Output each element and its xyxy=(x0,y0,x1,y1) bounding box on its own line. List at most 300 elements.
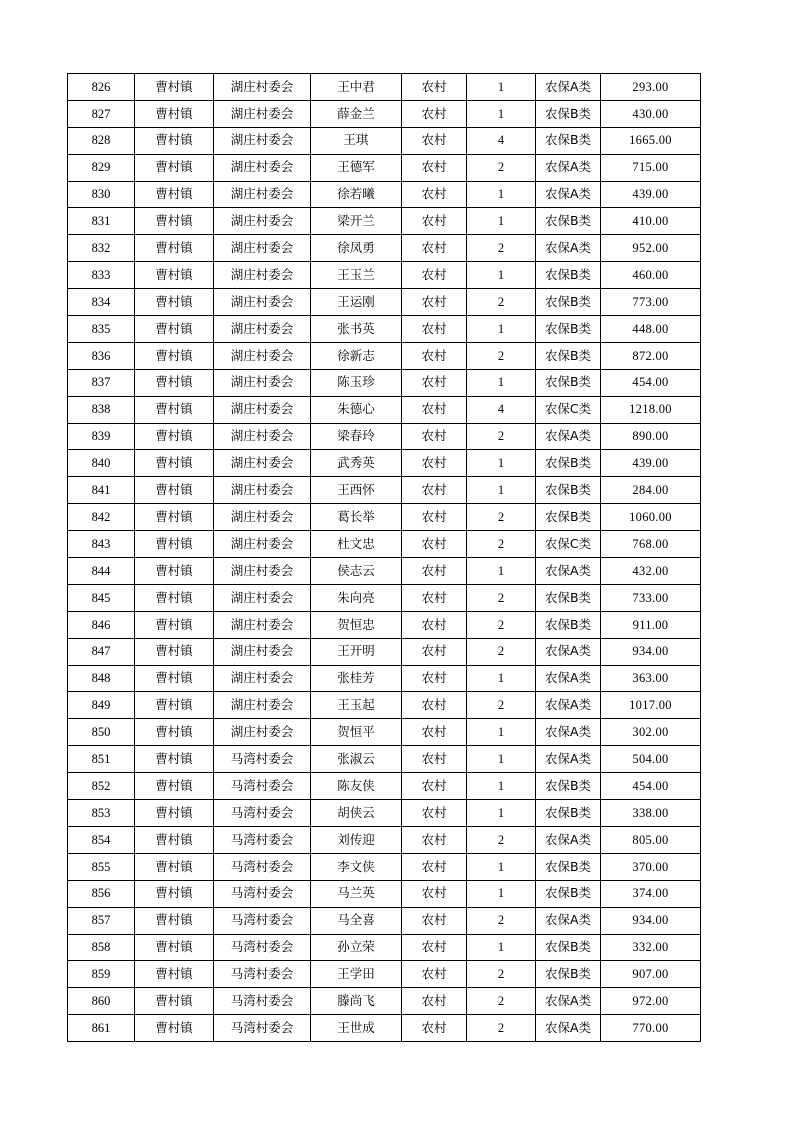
cell-village-committee: 湖庄村委会 xyxy=(214,396,311,423)
cell-area-type: 农村 xyxy=(402,477,467,504)
cell-serial-number: 834 xyxy=(68,289,135,316)
cell-person-name: 陈友侠 xyxy=(311,773,402,800)
cell-village-committee: 湖庄村委会 xyxy=(214,127,311,154)
cell-serial-number: 846 xyxy=(68,611,135,638)
cell-insurance-category: 农保B类 xyxy=(536,773,601,800)
cell-person-name: 张书英 xyxy=(311,316,402,343)
table-row xyxy=(68,988,701,1015)
cell-town: 曹村镇 xyxy=(135,988,214,1015)
table-row xyxy=(68,800,701,827)
cell-person-name: 李文侠 xyxy=(311,853,402,880)
cell-person-name: 徐若曦 xyxy=(311,181,402,208)
table-row xyxy=(68,423,701,450)
table-row xyxy=(68,154,701,181)
table-row xyxy=(68,961,701,988)
cell-household-count: 1 xyxy=(467,369,536,396)
cell-serial-number: 827 xyxy=(68,100,135,127)
cell-area-type: 农村 xyxy=(402,74,467,101)
cell-person-name: 贺恒忠 xyxy=(311,611,402,638)
cell-household-count: 2 xyxy=(467,907,536,934)
cell-amount: 773.00 xyxy=(601,289,701,316)
cell-area-type: 农村 xyxy=(402,235,467,262)
cell-amount: 293.00 xyxy=(601,74,701,101)
cell-amount: 439.00 xyxy=(601,181,701,208)
cell-area-type: 农村 xyxy=(402,504,467,531)
table-row xyxy=(68,262,701,289)
cell-insurance-category: 农保A类 xyxy=(536,181,601,208)
cell-village-committee: 湖庄村委会 xyxy=(214,289,311,316)
cell-insurance-category: 农保A类 xyxy=(536,1015,601,1042)
cell-area-type: 农村 xyxy=(402,961,467,988)
table-row xyxy=(68,504,701,531)
cell-serial-number: 854 xyxy=(68,826,135,853)
cell-household-count: 2 xyxy=(467,584,536,611)
cell-serial-number: 841 xyxy=(68,477,135,504)
cell-amount: 733.00 xyxy=(601,584,701,611)
cell-village-committee: 湖庄村委会 xyxy=(214,74,311,101)
cell-town: 曹村镇 xyxy=(135,611,214,638)
cell-person-name: 王中君 xyxy=(311,74,402,101)
cell-serial-number: 850 xyxy=(68,719,135,746)
cell-area-type: 农村 xyxy=(402,369,467,396)
cell-town: 曹村镇 xyxy=(135,692,214,719)
cell-serial-number: 837 xyxy=(68,369,135,396)
table-row xyxy=(68,316,701,343)
cell-village-committee: 湖庄村委会 xyxy=(214,584,311,611)
cell-village-committee: 湖庄村委会 xyxy=(214,342,311,369)
cell-town: 曹村镇 xyxy=(135,934,214,961)
table-row xyxy=(68,342,701,369)
cell-town: 曹村镇 xyxy=(135,638,214,665)
cell-household-count: 1 xyxy=(467,880,536,907)
table-row xyxy=(68,531,701,558)
cell-household-count: 1 xyxy=(467,558,536,585)
cell-town: 曹村镇 xyxy=(135,826,214,853)
cell-town: 曹村镇 xyxy=(135,800,214,827)
cell-village-committee: 马湾村委会 xyxy=(214,800,311,827)
cell-village-committee: 湖庄村委会 xyxy=(214,638,311,665)
cell-household-count: 2 xyxy=(467,531,536,558)
cell-person-name: 杜文忠 xyxy=(311,531,402,558)
cell-area-type: 农村 xyxy=(402,531,467,558)
cell-town: 曹村镇 xyxy=(135,773,214,800)
cell-area-type: 农村 xyxy=(402,208,467,235)
table-row xyxy=(68,665,701,692)
cell-serial-number: 836 xyxy=(68,342,135,369)
cell-insurance-category: 农保A类 xyxy=(536,907,601,934)
cell-area-type: 农村 xyxy=(402,826,467,853)
cell-area-type: 农村 xyxy=(402,289,467,316)
cell-village-committee: 马湾村委会 xyxy=(214,988,311,1015)
cell-village-committee: 湖庄村委会 xyxy=(214,181,311,208)
table-row xyxy=(68,719,701,746)
table-row xyxy=(68,396,701,423)
cell-amount: 1218.00 xyxy=(601,396,701,423)
cell-insurance-category: 农保B类 xyxy=(536,369,601,396)
cell-insurance-category: 农保B类 xyxy=(536,611,601,638)
cell-village-committee: 湖庄村委会 xyxy=(214,154,311,181)
cell-town: 曹村镇 xyxy=(135,74,214,101)
cell-amount: 972.00 xyxy=(601,988,701,1015)
cell-person-name: 徐凤勇 xyxy=(311,235,402,262)
cell-serial-number: 842 xyxy=(68,504,135,531)
table-row xyxy=(68,208,701,235)
table-row xyxy=(68,74,701,101)
cell-area-type: 农村 xyxy=(402,181,467,208)
cell-insurance-category: 农保B类 xyxy=(536,289,601,316)
cell-area-type: 农村 xyxy=(402,450,467,477)
cell-amount: 770.00 xyxy=(601,1015,701,1042)
cell-serial-number: 839 xyxy=(68,423,135,450)
cell-household-count: 2 xyxy=(467,1015,536,1042)
cell-village-committee: 湖庄村委会 xyxy=(214,262,311,289)
cell-household-count: 1 xyxy=(467,262,536,289)
cell-village-committee: 马湾村委会 xyxy=(214,880,311,907)
cell-village-committee: 湖庄村委会 xyxy=(214,208,311,235)
cell-amount: 460.00 xyxy=(601,262,701,289)
cell-insurance-category: 农保B类 xyxy=(536,504,601,531)
cell-amount: 454.00 xyxy=(601,773,701,800)
cell-insurance-category: 农保A类 xyxy=(536,638,601,665)
cell-serial-number: 855 xyxy=(68,853,135,880)
cell-insurance-category: 农保C类 xyxy=(536,396,601,423)
cell-person-name: 侯志云 xyxy=(311,558,402,585)
cell-village-committee: 湖庄村委会 xyxy=(214,719,311,746)
cell-town: 曹村镇 xyxy=(135,504,214,531)
cell-household-count: 4 xyxy=(467,396,536,423)
cell-person-name: 王学田 xyxy=(311,961,402,988)
cell-insurance-category: 农保B类 xyxy=(536,961,601,988)
cell-insurance-category: 农保A类 xyxy=(536,423,601,450)
cell-serial-number: 847 xyxy=(68,638,135,665)
cell-serial-number: 831 xyxy=(68,208,135,235)
cell-amount: 439.00 xyxy=(601,450,701,477)
cell-household-count: 2 xyxy=(467,235,536,262)
cell-person-name: 薛金兰 xyxy=(311,100,402,127)
cell-insurance-category: 农保A类 xyxy=(536,154,601,181)
cell-person-name: 王运刚 xyxy=(311,289,402,316)
cell-serial-number: 848 xyxy=(68,665,135,692)
cell-serial-number: 833 xyxy=(68,262,135,289)
cell-serial-number: 859 xyxy=(68,961,135,988)
cell-village-committee: 马湾村委会 xyxy=(214,773,311,800)
cell-household-count: 1 xyxy=(467,934,536,961)
cell-town: 曹村镇 xyxy=(135,369,214,396)
table-row xyxy=(68,638,701,665)
cell-village-committee: 马湾村委会 xyxy=(214,934,311,961)
cell-household-count: 2 xyxy=(467,423,536,450)
cell-person-name: 葛长举 xyxy=(311,504,402,531)
cell-town: 曹村镇 xyxy=(135,208,214,235)
cell-area-type: 农村 xyxy=(402,127,467,154)
cell-person-name: 王玉起 xyxy=(311,692,402,719)
cell-household-count: 2 xyxy=(467,154,536,181)
cell-area-type: 农村 xyxy=(402,342,467,369)
cell-serial-number: 828 xyxy=(68,127,135,154)
cell-amount: 374.00 xyxy=(601,880,701,907)
cell-area-type: 农村 xyxy=(402,880,467,907)
cell-amount: 1060.00 xyxy=(601,504,701,531)
cell-household-count: 1 xyxy=(467,477,536,504)
cell-amount: 370.00 xyxy=(601,853,701,880)
cell-town: 曹村镇 xyxy=(135,450,214,477)
table-row xyxy=(68,127,701,154)
cell-town: 曹村镇 xyxy=(135,880,214,907)
cell-household-count: 2 xyxy=(467,504,536,531)
cell-person-name: 王琪 xyxy=(311,127,402,154)
cell-village-committee: 湖庄村委会 xyxy=(214,531,311,558)
cell-area-type: 农村 xyxy=(402,665,467,692)
cell-insurance-category: 农保B类 xyxy=(536,127,601,154)
cell-insurance-category: 农保B类 xyxy=(536,477,601,504)
cell-person-name: 孙立荣 xyxy=(311,934,402,961)
cell-insurance-category: 农保A类 xyxy=(536,719,601,746)
cell-insurance-category: 农保A类 xyxy=(536,826,601,853)
cell-town: 曹村镇 xyxy=(135,665,214,692)
cell-area-type: 农村 xyxy=(402,719,467,746)
table-row xyxy=(68,692,701,719)
table-row xyxy=(68,746,701,773)
cell-village-committee: 马湾村委会 xyxy=(214,853,311,880)
cell-village-committee: 湖庄村委会 xyxy=(214,369,311,396)
cell-serial-number: 829 xyxy=(68,154,135,181)
cell-town: 曹村镇 xyxy=(135,235,214,262)
cell-village-committee: 湖庄村委会 xyxy=(214,611,311,638)
cell-amount: 890.00 xyxy=(601,423,701,450)
cell-area-type: 农村 xyxy=(402,853,467,880)
cell-village-committee: 湖庄村委会 xyxy=(214,665,311,692)
cell-amount: 504.00 xyxy=(601,746,701,773)
cell-household-count: 1 xyxy=(467,181,536,208)
table-row xyxy=(68,880,701,907)
cell-village-committee: 马湾村委会 xyxy=(214,826,311,853)
cell-household-count: 2 xyxy=(467,826,536,853)
cell-person-name: 武秀英 xyxy=(311,450,402,477)
cell-area-type: 农村 xyxy=(402,692,467,719)
cell-village-committee: 湖庄村委会 xyxy=(214,477,311,504)
cell-area-type: 农村 xyxy=(402,907,467,934)
cell-household-count: 2 xyxy=(467,638,536,665)
cell-area-type: 农村 xyxy=(402,611,467,638)
cell-amount: 911.00 xyxy=(601,611,701,638)
cell-serial-number: 858 xyxy=(68,934,135,961)
cell-household-count: 1 xyxy=(467,773,536,800)
table-row xyxy=(68,289,701,316)
table-row xyxy=(68,1015,701,1042)
table-row xyxy=(68,826,701,853)
cell-serial-number: 857 xyxy=(68,907,135,934)
table-row xyxy=(68,773,701,800)
cell-person-name: 徐新志 xyxy=(311,342,402,369)
cell-household-count: 1 xyxy=(467,450,536,477)
cell-person-name: 马全喜 xyxy=(311,907,402,934)
table-row xyxy=(68,934,701,961)
cell-person-name: 梁开兰 xyxy=(311,208,402,235)
table-row xyxy=(68,369,701,396)
cell-household-count: 2 xyxy=(467,289,536,316)
cell-serial-number: 826 xyxy=(68,74,135,101)
cell-serial-number: 860 xyxy=(68,988,135,1015)
cell-area-type: 农村 xyxy=(402,934,467,961)
cell-area-type: 农村 xyxy=(402,262,467,289)
cell-person-name: 王开明 xyxy=(311,638,402,665)
cell-insurance-category: 农保A类 xyxy=(536,558,601,585)
cell-town: 曹村镇 xyxy=(135,342,214,369)
cell-serial-number: 852 xyxy=(68,773,135,800)
cell-amount: 410.00 xyxy=(601,208,701,235)
document-page xyxy=(67,73,700,1042)
cell-insurance-category: 农保A类 xyxy=(536,692,601,719)
cell-insurance-category: 农保B类 xyxy=(536,450,601,477)
cell-area-type: 农村 xyxy=(402,558,467,585)
cell-village-committee: 湖庄村委会 xyxy=(214,316,311,343)
cell-village-committee: 湖庄村委会 xyxy=(214,692,311,719)
cell-area-type: 农村 xyxy=(402,423,467,450)
cell-town: 曹村镇 xyxy=(135,181,214,208)
cell-area-type: 农村 xyxy=(402,800,467,827)
cell-person-name: 胡侠云 xyxy=(311,800,402,827)
cell-amount: 715.00 xyxy=(601,154,701,181)
cell-amount: 448.00 xyxy=(601,316,701,343)
cell-amount: 768.00 xyxy=(601,531,701,558)
cell-village-committee: 湖庄村委会 xyxy=(214,504,311,531)
table-row xyxy=(68,100,701,127)
cell-amount: 952.00 xyxy=(601,235,701,262)
cell-insurance-category: 农保A类 xyxy=(536,988,601,1015)
cell-household-count: 1 xyxy=(467,746,536,773)
cell-serial-number: 840 xyxy=(68,450,135,477)
cell-insurance-category: 农保B类 xyxy=(536,100,601,127)
cell-person-name: 梁春玲 xyxy=(311,423,402,450)
cell-town: 曹村镇 xyxy=(135,423,214,450)
table-row xyxy=(68,235,701,262)
cell-insurance-category: 农保B类 xyxy=(536,584,601,611)
cell-serial-number: 844 xyxy=(68,558,135,585)
cell-serial-number: 838 xyxy=(68,396,135,423)
cell-insurance-category: 农保B类 xyxy=(536,262,601,289)
cell-serial-number: 843 xyxy=(68,531,135,558)
cell-insurance-category: 农保A类 xyxy=(536,235,601,262)
cell-insurance-category: 农保A类 xyxy=(536,665,601,692)
cell-person-name: 张淑云 xyxy=(311,746,402,773)
cell-insurance-category: 农保B类 xyxy=(536,208,601,235)
cell-town: 曹村镇 xyxy=(135,477,214,504)
cell-serial-number: 861 xyxy=(68,1015,135,1042)
table-row xyxy=(68,181,701,208)
cell-household-count: 2 xyxy=(467,961,536,988)
table-row xyxy=(68,558,701,585)
cell-person-name: 王玉兰 xyxy=(311,262,402,289)
cell-village-committee: 湖庄村委会 xyxy=(214,450,311,477)
cell-village-committee: 湖庄村委会 xyxy=(214,235,311,262)
cell-household-count: 2 xyxy=(467,988,536,1015)
roster-body xyxy=(68,74,701,1042)
cell-serial-number: 845 xyxy=(68,584,135,611)
cell-village-committee: 马湾村委会 xyxy=(214,746,311,773)
cell-person-name: 王德军 xyxy=(311,154,402,181)
cell-household-count: 1 xyxy=(467,800,536,827)
cell-person-name: 贺恒平 xyxy=(311,719,402,746)
cell-town: 曹村镇 xyxy=(135,584,214,611)
cell-area-type: 农村 xyxy=(402,584,467,611)
cell-person-name: 滕尚飞 xyxy=(311,988,402,1015)
cell-amount: 454.00 xyxy=(601,369,701,396)
cell-serial-number: 849 xyxy=(68,692,135,719)
table-row xyxy=(68,450,701,477)
cell-household-count: 4 xyxy=(467,127,536,154)
cell-amount: 430.00 xyxy=(601,100,701,127)
cell-area-type: 农村 xyxy=(402,773,467,800)
cell-insurance-category: 农保B类 xyxy=(536,316,601,343)
cell-amount: 332.00 xyxy=(601,934,701,961)
cell-village-committee: 马湾村委会 xyxy=(214,1015,311,1042)
cell-area-type: 农村 xyxy=(402,988,467,1015)
cell-household-count: 1 xyxy=(467,100,536,127)
cell-village-committee: 湖庄村委会 xyxy=(214,558,311,585)
roster-table xyxy=(67,73,701,1042)
cell-household-count: 1 xyxy=(467,853,536,880)
cell-insurance-category: 农保B类 xyxy=(536,800,601,827)
cell-amount: 338.00 xyxy=(601,800,701,827)
cell-area-type: 农村 xyxy=(402,396,467,423)
cell-town: 曹村镇 xyxy=(135,853,214,880)
cell-amount: 302.00 xyxy=(601,719,701,746)
cell-area-type: 农村 xyxy=(402,100,467,127)
cell-amount: 1017.00 xyxy=(601,692,701,719)
cell-town: 曹村镇 xyxy=(135,961,214,988)
cell-town: 曹村镇 xyxy=(135,127,214,154)
cell-town: 曹村镇 xyxy=(135,907,214,934)
cell-town: 曹村镇 xyxy=(135,396,214,423)
cell-village-committee: 湖庄村委会 xyxy=(214,100,311,127)
cell-town: 曹村镇 xyxy=(135,1015,214,1042)
cell-person-name: 马兰英 xyxy=(311,880,402,907)
cell-household-count: 1 xyxy=(467,74,536,101)
cell-amount: 432.00 xyxy=(601,558,701,585)
table-row xyxy=(68,584,701,611)
cell-serial-number: 832 xyxy=(68,235,135,262)
cell-town: 曹村镇 xyxy=(135,100,214,127)
cell-amount: 363.00 xyxy=(601,665,701,692)
cell-insurance-category: 农保A类 xyxy=(536,746,601,773)
cell-area-type: 农村 xyxy=(402,1015,467,1042)
cell-amount: 934.00 xyxy=(601,907,701,934)
cell-amount: 1665.00 xyxy=(601,127,701,154)
cell-amount: 284.00 xyxy=(601,477,701,504)
cell-household-count: 1 xyxy=(467,208,536,235)
cell-area-type: 农村 xyxy=(402,746,467,773)
cell-serial-number: 830 xyxy=(68,181,135,208)
cell-household-count: 2 xyxy=(467,692,536,719)
cell-serial-number: 853 xyxy=(68,800,135,827)
cell-town: 曹村镇 xyxy=(135,154,214,181)
cell-village-committee: 马湾村委会 xyxy=(214,907,311,934)
table-row xyxy=(68,477,701,504)
cell-village-committee: 马湾村委会 xyxy=(214,961,311,988)
cell-insurance-category: 农保B类 xyxy=(536,880,601,907)
cell-household-count: 2 xyxy=(467,342,536,369)
cell-insurance-category: 农保C类 xyxy=(536,531,601,558)
cell-insurance-category: 农保A类 xyxy=(536,74,601,101)
cell-serial-number: 835 xyxy=(68,316,135,343)
table-row xyxy=(68,853,701,880)
cell-household-count: 1 xyxy=(467,665,536,692)
cell-person-name: 陈玉珍 xyxy=(311,369,402,396)
cell-household-count: 1 xyxy=(467,719,536,746)
table-row xyxy=(68,907,701,934)
cell-household-count: 1 xyxy=(467,316,536,343)
cell-household-count: 2 xyxy=(467,611,536,638)
